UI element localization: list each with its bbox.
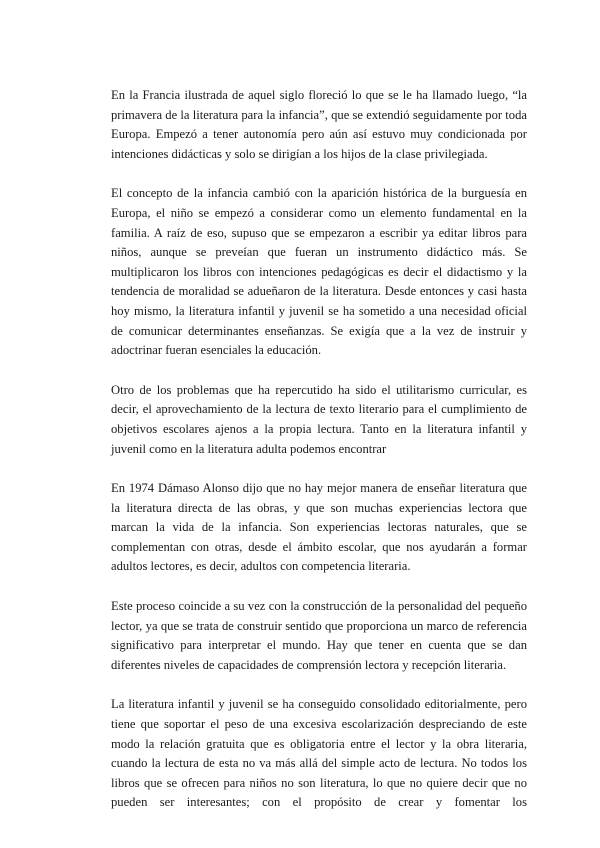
document-body — [111, 86, 527, 833]
paragraph-3: Otro de los problemas que ha repercutido ha sido el utilitarismo curricular, es decir, el aprovechamiento de la lectura de texto literario para el cumplimiento de objetivos escolares ajenos a la propia lectura. Tanto en la literatura infantil y juvenil como en la literatura adulta podemos encontrar — [111, 382, 527, 456]
paragraph-5: Este proceso coincide a su vez con la construcción de la personalidad del pequeño lector, ya que se trata de construir sentido que proporciona un marco de referencia significativo para interpretar el mundo. Hay que tener en cuenta que se dan diferentes niveles de capacidades de comprensión lectora y recepción literaria. — [111, 599, 527, 672]
paragraph-6: La literatura infantil y juvenil se ha conseguido consolidado editorialmente, pero tiene que soportar el peso de una excesiva escolarización despreciando de este modo la relación gratuita que es obligatoria entre el lector y la obra literaria, cuando la lectura de esta no va más allá del simple acto de lectura. No todos los libros que se ofrecen para niños no son literatura, lo que no quiere decir que no pueden ser interesantes; con el propósito de crear y fomentar los — [111, 697, 527, 810]
paragraph-4: En 1974 Dámaso Alonso dijo que no hay mejor manera de enseñar literatura que la literatura directa de las obras, y que son muchas experiencias lectora que marcan la vida de la infancia. Son experiencias lectoras naturales, que se complementan con otras, desde el ámbito escolar, que nos ayudarán a formar adultos lectores, es decir, adultos con competencia literaria. — [111, 481, 527, 574]
paragraph-2: El concepto de la infancia cambió con la aparición histórica de la burguesía en Europa, el niño se empezó a considerar como un elemento fundamental en la familia. A raíz de eso, supuso que se empezaron a escribir ya editar libros para niños, aunque se preveían que fueran un instrumento didáctico más. Se multiplicaron los libros con intenciones pedagógicas es decir el didactismo y la tendencia de moralidad se adueñaron de la literatura. Desde entonces y casi hasta hoy mismo, la literatura infantil y juvenil se ha sometido a una necesidad oficial de comunicar determinantes enseñanzas. Se exigía que a la vez de instruir y adoctrinar fueran esenciales la educación. — [111, 186, 527, 358]
paragraph-1: En la Francia ilustrada de aquel siglo floreció lo que se le ha llamado luego, “la primavera de la literatura para la infancia”, que se extendió seguidamente por toda Europa. Empezó a tener autonomía pero aún así estuvo muy condicionada por intenciones didácticas y solo se dirigían a los hijos de la clase privilegiada. — [111, 88, 527, 161]
